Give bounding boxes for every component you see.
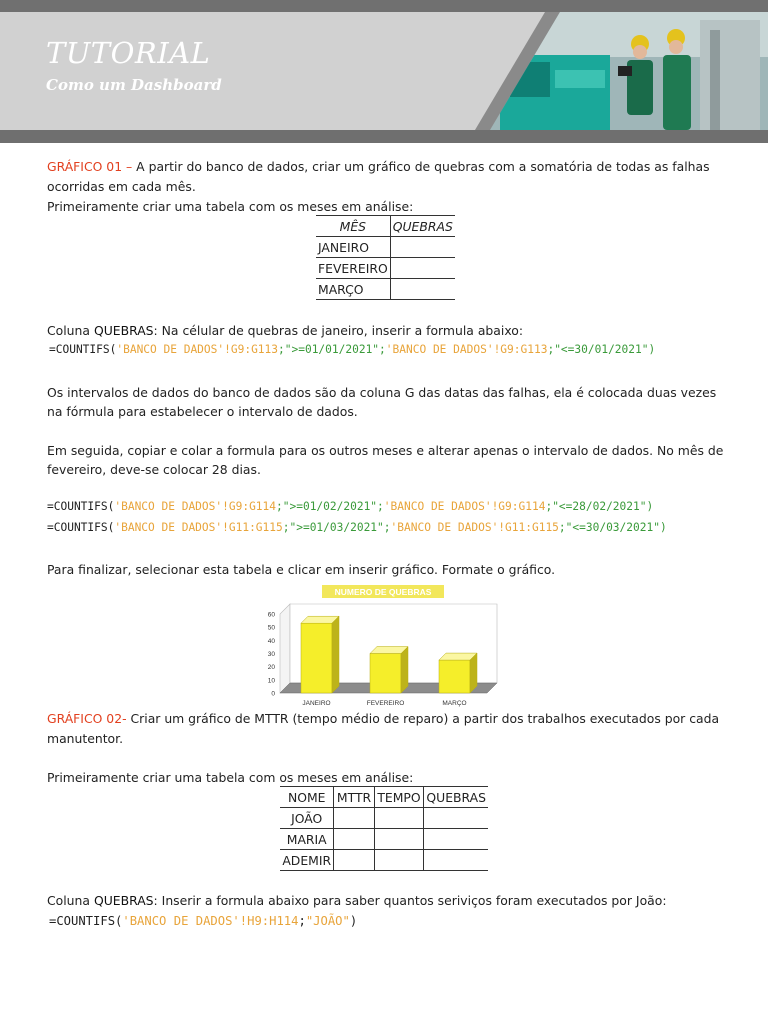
formula-1 bbox=[49, 343, 655, 356]
table-header-quebras: QUEBRAS bbox=[390, 216, 455, 237]
formula-ref: 'BANCO DE DADOS'!G11:G115 bbox=[390, 521, 559, 534]
section1-label: GRÁFICO 01 – bbox=[47, 159, 133, 174]
section2-label: GRÁFICO 02- bbox=[47, 711, 127, 726]
table-cell: MARÇO bbox=[316, 279, 390, 300]
page-header bbox=[0, 0, 768, 145]
section1-coluna bbox=[47, 321, 523, 340]
table-cell bbox=[424, 850, 488, 871]
table-header-row bbox=[280, 787, 488, 808]
table-row bbox=[316, 258, 455, 279]
formula-cond: ;">=01/03/2021"; bbox=[282, 521, 391, 534]
formula-ref: 'BANCO DE DADOS'!G9:G114 bbox=[383, 500, 546, 513]
formula-end: ) bbox=[349, 914, 358, 928]
table-row bbox=[316, 237, 455, 258]
formula-fn: =COUNTIFS( bbox=[47, 500, 115, 513]
section2-intro-text: Criar um gráfico de MTTR (tempo médio de reparo) a partir dos trabalhos executados por cada bbox=[130, 711, 720, 726]
page-title: TUTORIAL bbox=[46, 36, 211, 70]
chart-bar bbox=[439, 660, 470, 693]
y-tick-label: 30 bbox=[267, 651, 275, 658]
table-cell bbox=[424, 829, 488, 850]
chart-bar-side bbox=[332, 616, 339, 693]
formula-ref: 'BANCO DE DADOS'!G9:G113 bbox=[116, 343, 279, 356]
table-cell bbox=[424, 808, 488, 829]
y-tick-label: 0 bbox=[271, 690, 275, 698]
table-cell: FEVEREIRO bbox=[316, 258, 390, 279]
formula-fn: =COUNTIFS( bbox=[49, 914, 123, 928]
y-tick-label: 40 bbox=[267, 637, 275, 645]
section2-coluna bbox=[47, 891, 667, 910]
formula-cond: ;"<=28/02/2021") bbox=[545, 500, 654, 513]
table-header-mes: MÊS bbox=[316, 216, 390, 237]
breakdowns-chart bbox=[262, 578, 502, 708]
section1-para1b: na fórmula para estabelecer o intervalo de dados. bbox=[47, 404, 358, 419]
section1-intro bbox=[47, 157, 710, 176]
section2-intro-line2: manutentor. bbox=[47, 731, 124, 746]
section1-para2b: fevereiro, deve-se colocar 28 dias. bbox=[47, 462, 261, 477]
mttr-table bbox=[280, 786, 488, 871]
chart-side-wall bbox=[280, 604, 290, 693]
chart-svg bbox=[262, 578, 502, 708]
table-header-mttr: MTTR bbox=[334, 787, 374, 808]
section1-para1: Os intervalos de dados do banco de dados são da coluna G das datas das falhas, ela é colocada duas vezes bbox=[47, 385, 717, 400]
coluna-prefix: Coluna bbox=[47, 323, 90, 338]
table-header-tempo: TEMPO bbox=[374, 787, 424, 808]
coluna-text: : Na célular de quebras de janeiro, inserir a formula abaixo: bbox=[153, 323, 524, 338]
x-tick-label: FEVEREIRO bbox=[366, 700, 405, 707]
table-cell bbox=[390, 237, 455, 258]
formula-cond: ;"<=30/03/2021") bbox=[558, 521, 667, 534]
section1-finalize: Para finalizar, selecionar esta tabela e clicar em inserir gráfico. Formate o gráfico. bbox=[47, 562, 556, 577]
table-cell bbox=[390, 258, 455, 279]
table-cell bbox=[374, 850, 424, 871]
x-tick-label: MARÇO bbox=[442, 700, 467, 707]
section1-intro-text: A partir do banco de dados, criar um gráfico de quebras com a somatória de todas as falhas bbox=[136, 159, 710, 174]
table-header-row bbox=[316, 216, 455, 237]
section1-step1: Primeiramente criar uma tabela com os meses em análise: bbox=[47, 199, 414, 214]
table-cell bbox=[334, 808, 374, 829]
formula-cond: "JOÃO" bbox=[305, 914, 350, 928]
months-table bbox=[316, 215, 455, 300]
section1-intro-line2: ocorridas em cada mês. bbox=[47, 179, 196, 194]
formula-2 bbox=[47, 500, 653, 513]
chart-bar bbox=[370, 654, 401, 694]
formula-ref: 'BANCO DE DADOS'!H9:H114 bbox=[122, 914, 299, 928]
table-cell bbox=[334, 850, 374, 871]
chart-bar-side bbox=[470, 653, 477, 693]
table-cell bbox=[334, 829, 374, 850]
table-cell bbox=[374, 829, 424, 850]
table-row bbox=[316, 279, 455, 300]
section1-para2: Em seguida, copiar e colar a formula para os outros meses e alterar apenas o intervalo de dados. No mês de bbox=[47, 443, 724, 458]
y-tick-label: 10 bbox=[267, 677, 275, 685]
formula-ref: 'BANCO DE DADOS'!G9:G114 bbox=[114, 500, 277, 513]
table-header-quebras: QUEBRAS bbox=[424, 787, 488, 808]
section2-intro bbox=[47, 709, 719, 728]
formula-3 bbox=[47, 521, 667, 534]
coluna-text: : Inserir a formula abaixo para saber quantos seriviços foram executados por João: bbox=[153, 893, 667, 908]
formula-fn: =COUNTIFS( bbox=[47, 521, 115, 534]
section2-step1: Primeiramente criar uma tabela com os meses em análise: bbox=[47, 770, 414, 785]
y-tick-label: 60 bbox=[267, 611, 275, 619]
coluna-name: QUEBRAS bbox=[93, 893, 154, 908]
table-row bbox=[280, 850, 488, 871]
table-cell: MARIA bbox=[280, 829, 334, 850]
formula-fn: =COUNTIFS( bbox=[49, 343, 117, 356]
chart-title: NUMERO DE QUEBRAS bbox=[334, 587, 432, 597]
table-header-nome: NOME bbox=[280, 787, 334, 808]
formula-cond: ;">=01/02/2021"; bbox=[276, 500, 384, 513]
formula-ref: 'BANCO DE DADOS'!G11:G115 bbox=[114, 521, 283, 534]
y-tick-label: 50 bbox=[267, 624, 275, 632]
table-row bbox=[280, 829, 488, 850]
header-banner bbox=[0, 0, 768, 145]
table-cell bbox=[390, 279, 455, 300]
formula-separator: ; bbox=[298, 914, 306, 928]
table-cell: JOÃO bbox=[280, 808, 334, 829]
table-cell: JANEIRO bbox=[316, 237, 390, 258]
formula-cond: ;">=01/01/2021"; bbox=[278, 343, 386, 356]
table-row bbox=[280, 808, 488, 829]
x-tick-label: JANEIRO bbox=[302, 700, 331, 707]
table-cell: ADEMIR bbox=[280, 850, 334, 871]
coluna-prefix: Coluna bbox=[47, 893, 90, 908]
formula-4 bbox=[49, 914, 357, 928]
formula-ref: 'BANCO DE DADOS'!G9:G113 bbox=[385, 343, 548, 356]
page-subtitle: Como um Dashboard bbox=[46, 76, 222, 94]
table-cell bbox=[374, 808, 424, 829]
formula-cond: ;"<=30/01/2021") bbox=[547, 343, 656, 356]
y-tick-label: 20 bbox=[267, 664, 275, 672]
chart-bar-side bbox=[401, 647, 408, 694]
chart-bar bbox=[301, 623, 332, 693]
coluna-name: QUEBRAS bbox=[93, 323, 154, 338]
